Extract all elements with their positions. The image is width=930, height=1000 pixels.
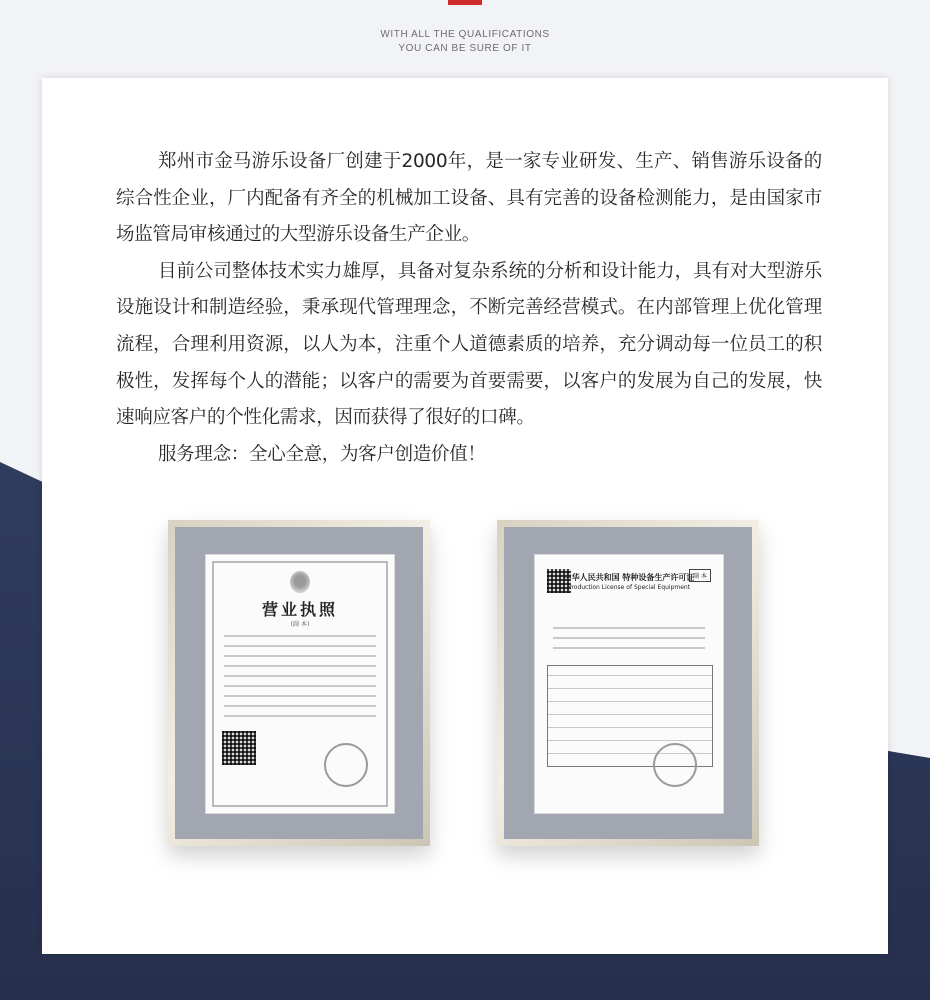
- frame-mat: [504, 527, 752, 839]
- license-text-lines: [553, 627, 705, 657]
- intro-paragraph-2: 目前公司整体技术实力雄厚，具备对复杂系统的分析和设计能力，具有对大型游乐设施设计和制造经验，秉承现代管理理念，不断完善经营模式。在内部管理上优化管理流程，合理利用资源，以人为本，注重个人道德素质的培养，充分调动每一位员工的积极性，发挥每个人的潜能；以客户的需要为首要需要，以客户的发展为自己的发展，快速响应客户的个性化需求，因而获得了很好的口碑。: [116, 260, 822, 429]
- frame-mat: [175, 527, 423, 839]
- section-header: [0, 28, 930, 56]
- qr-code-icon: [222, 731, 256, 765]
- business-license-subtitle: (副 本): [290, 621, 310, 628]
- header-line-1: WITH ALL THE QUALIFICATIONS: [380, 29, 550, 40]
- copy-tag: 副 本: [689, 569, 711, 582]
- content-card: [42, 78, 888, 954]
- production-license-title: 中华人民共和国 特种设备生产许可证 Production License of Special Equipment: [563, 573, 695, 591]
- business-license-document: [205, 554, 395, 814]
- business-license-title: 营业执照: [261, 600, 338, 619]
- production-license-document: [534, 554, 724, 814]
- header-line-2: YOU CAN BE SURE OF IT: [398, 43, 532, 54]
- top-accent-bar: [448, 0, 482, 5]
- intro-paragraph-3: 服务理念：全心全意，为客户创造价值！: [158, 443, 486, 465]
- national-emblem-icon: [290, 571, 310, 593]
- company-intro: [116, 144, 822, 473]
- official-seal-icon: [653, 743, 697, 787]
- business-license-frame: [168, 520, 430, 846]
- official-seal-icon: [324, 743, 368, 787]
- intro-paragraph-1: 郑州市金马游乐设备厂创建于2000年，是一家专业研发、生产、销售游乐设备的综合性企业，厂内配备有齐全的机械加工设备、具有完善的设备检测能力，是由国家市场监管局审核通过的大型游乐设备生产企业。: [116, 151, 822, 246]
- license-text-lines: [224, 635, 376, 725]
- production-license-frame: [497, 520, 759, 846]
